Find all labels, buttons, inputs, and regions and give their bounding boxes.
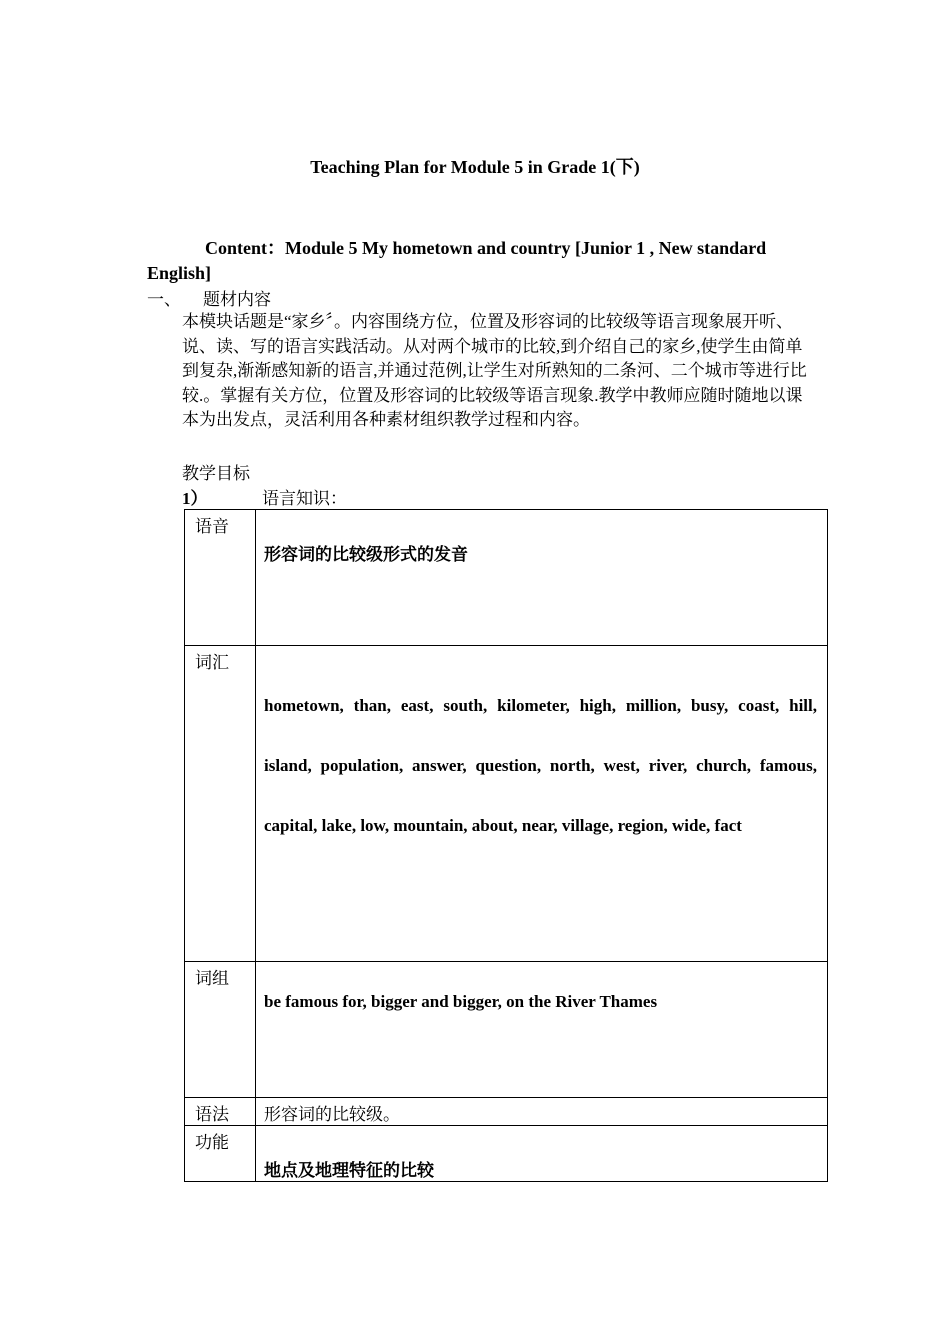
pronunciation-text: 形容词的比较级形式的发音 <box>264 545 468 564</box>
row-label: 词汇 <box>185 646 256 962</box>
goals-heading: 教学目标 <box>182 464 250 483</box>
row-label: 词组 <box>185 962 256 1098</box>
content-line-first: Content：Module 5 My hometown and country [Junior 1 , New standard <box>205 238 767 258</box>
row-value <box>256 646 828 962</box>
section-number: 一、 <box>147 290 181 309</box>
phrases-text: be famous for, bigger and bigger, on the River Thames <box>264 992 658 1011</box>
subsection-number: 1） <box>182 489 208 508</box>
row-label: 语音 <box>185 510 256 646</box>
row-label: 语法 <box>185 1098 256 1126</box>
topic-paragraph: 本模块话题是“家乡〞。内容围绕方位，位置及形容词的比较级等语言现象展开听、说、读、写的语言实践活动。从对两个城市的比较,到介绍自己的家乡,使学生由简单到复杂,渐渐感知新的语言,并通过范例,让学生对所熟知的二条河、二个城市等进行比较.。掌握有关方位，位置及形容词的比较级等语言现象.教学中教师应随时随地以课本为出发点，灵活利用各种素材组织教学过程和内容。 <box>182 312 807 430</box>
section-heading <box>147 285 271 310</box>
content-line-second: English] <box>147 263 212 283</box>
row-value <box>256 962 828 1098</box>
document-title: Teaching Plan for Module 5 in Grade 1(下) <box>310 157 640 177</box>
table-row <box>185 962 828 1098</box>
language-knowledge-table <box>184 509 828 1182</box>
section-title: 题材内容 <box>203 290 271 309</box>
vocabulary-text: hometown, than, east, south, kilometer, high, million, busy, coast, hill, island, population, answer, question, north, west, river, church, famous, capital, lake, low, mountain, about, near, village, region, wide, fact <box>264 696 817 835</box>
table-row <box>185 1126 828 1182</box>
table-row <box>185 646 828 962</box>
row-value <box>256 1126 828 1182</box>
subsection-heading <box>182 484 347 509</box>
subsection-label: 语言知识： <box>262 489 347 508</box>
row-value <box>256 510 828 646</box>
grammar-text: 形容词的比较级。 <box>264 1105 400 1124</box>
row-label: 功能 <box>185 1126 256 1182</box>
table-row <box>185 1098 828 1126</box>
table-row <box>185 510 828 646</box>
row-value <box>256 1098 828 1126</box>
content-line <box>147 236 815 286</box>
function-text: 地点及地理特征的比较 <box>264 1161 434 1180</box>
